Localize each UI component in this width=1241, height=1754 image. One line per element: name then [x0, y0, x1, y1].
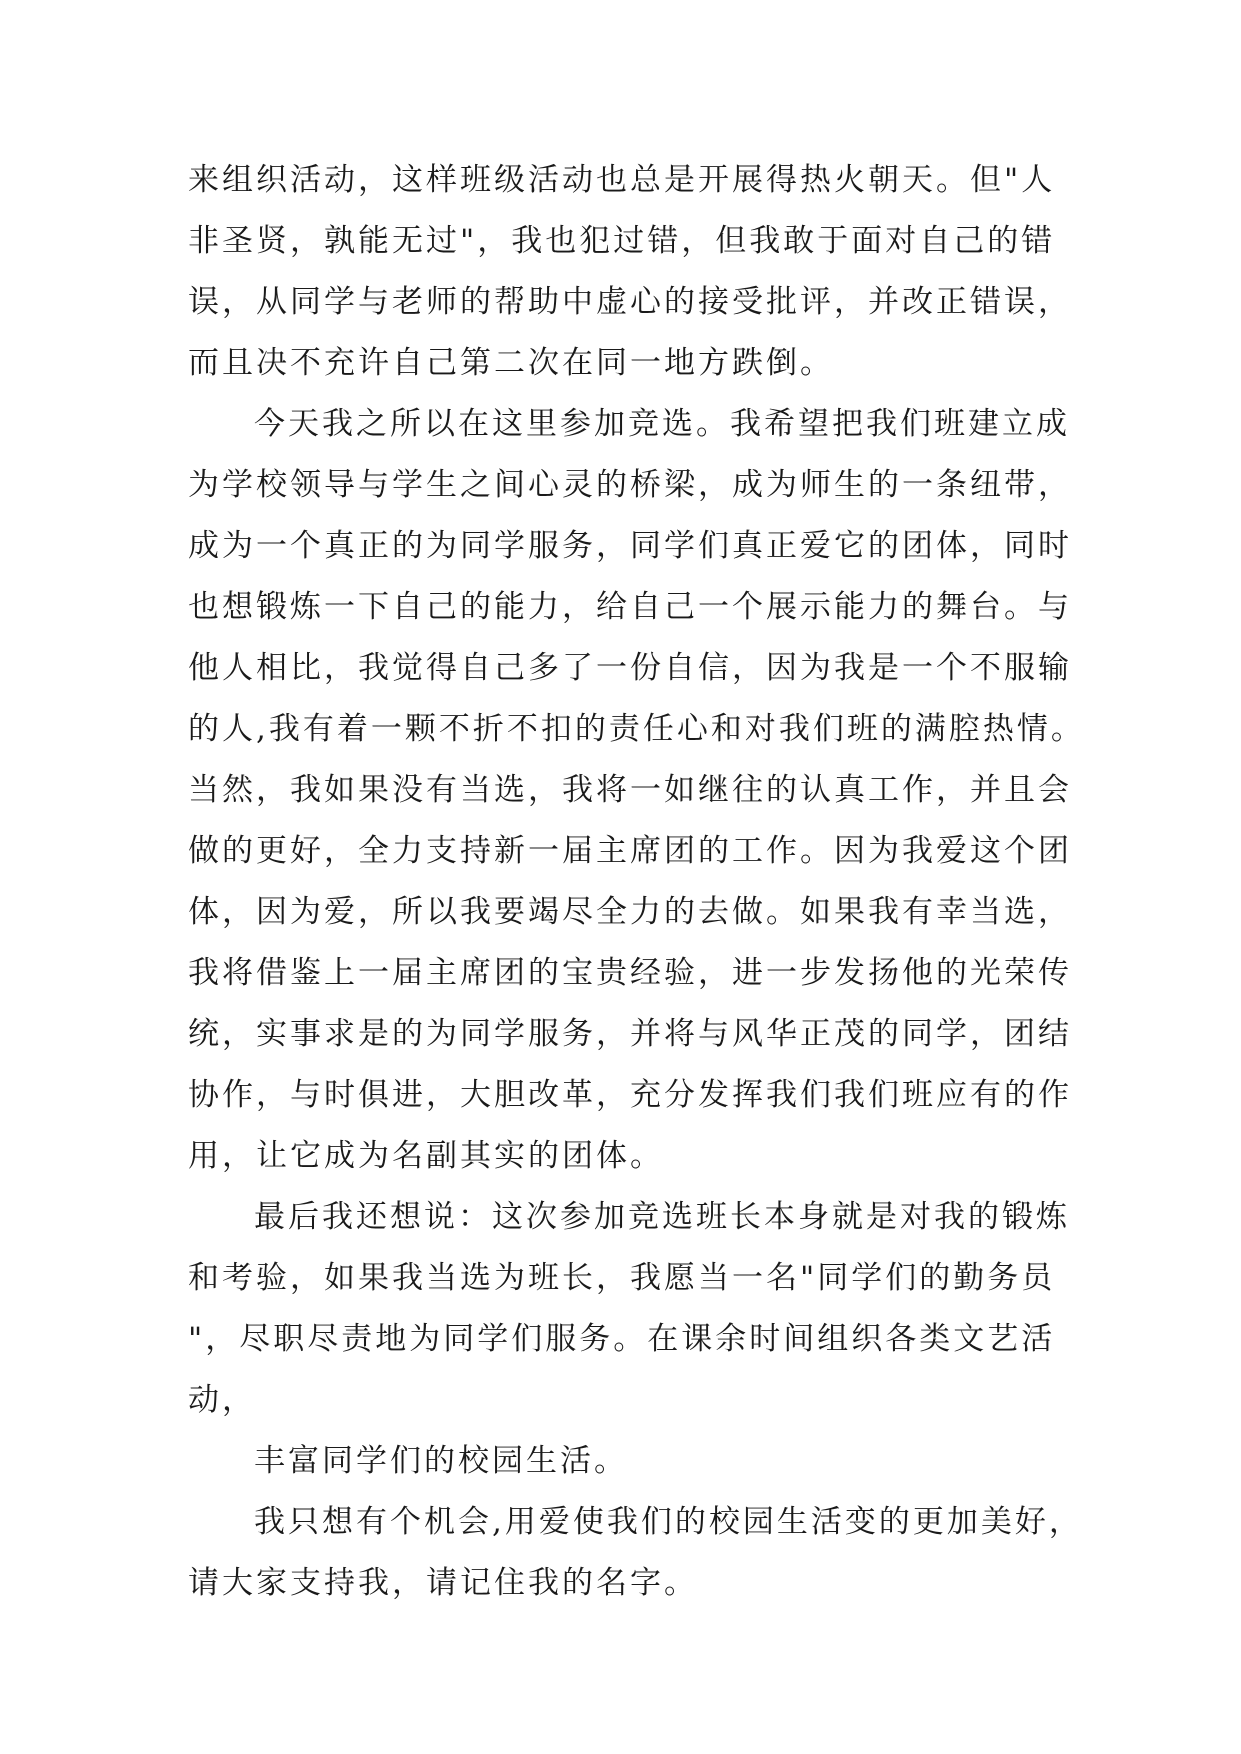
- text-line: 非圣贤，孰能无过"，我也犯过错，但我敢于面对自己的错: [188, 223, 1056, 259]
- paragraph-first-line: 我只想有个机会,用爱使我们的校园生活变的更加美好，: [254, 1504, 1083, 1540]
- text-line: 做的更好，全力支持新一届主席团的工作。因为我爱这个团: [188, 833, 1072, 869]
- text-line: 成为一个真正的为同学服务，同学们真正爱它的团体，同时: [188, 528, 1072, 564]
- text-line: "，尽职尽责地为同学们服务。在课余时间组织各类文艺活: [188, 1321, 1056, 1357]
- text-line: 和考验，如果我当选为班长，我愿当一名"同学们的勤务员: [188, 1260, 1056, 1296]
- document-page: [188, 150, 1085, 1614]
- text-line: 的人,我有着一颗不折不扣的责任心和对我们班的满腔热情。: [188, 711, 1085, 747]
- text-line: 误，从同学与老师的帮助中虚心的接受批评，并改正错误，: [188, 284, 1072, 320]
- text-line: 也想锻炼一下自己的能力，给自己一个展示能力的舞台。与: [188, 589, 1072, 625]
- text-line: 体，因为爱，所以我要竭尽全力的去做。如果我有幸当选，: [188, 894, 1072, 930]
- text-line: 协作，与时俱进，大胆改革，充分发挥我们我们班应有的作: [188, 1077, 1072, 1113]
- text-line: 而且决不充许自己第二次在同一地方跌倒。: [188, 345, 834, 381]
- paragraph-first-line: 最后我还想说：这次参加竞选班长本身就是对我的锻炼: [254, 1199, 1070, 1235]
- text-line: 当然，我如果没有当选，我将一如继往的认真工作，并且会: [188, 772, 1072, 808]
- text-line: 请大家支持我，请记住我的名字。: [188, 1565, 698, 1601]
- text-line: 我将借鉴上一届主席团的宝贵经验，进一步发扬他的光荣传: [188, 955, 1072, 991]
- paragraph-first-line: 丰富同学们的校园生活。: [254, 1443, 628, 1479]
- text-line: 为学校领导与学生之间心灵的桥梁，成为师生的一条纽带，: [188, 467, 1072, 503]
- text-line: 来组织活动，这样班级活动也总是开展得热火朝天。但"人: [188, 162, 1056, 198]
- text-line: 统，实事求是的为同学服务，并将与风华正茂的同学，团结: [188, 1016, 1072, 1052]
- text-line: 动，: [188, 1382, 256, 1418]
- text-line: 他人相比，我觉得自己多了一份自信，因为我是一个不服输: [188, 650, 1072, 686]
- paragraph-first-line: 今天我之所以在这里参加竞选。我希望把我们班建立成: [254, 406, 1070, 442]
- text-line: 用，让它成为名副其实的团体。: [188, 1138, 664, 1174]
